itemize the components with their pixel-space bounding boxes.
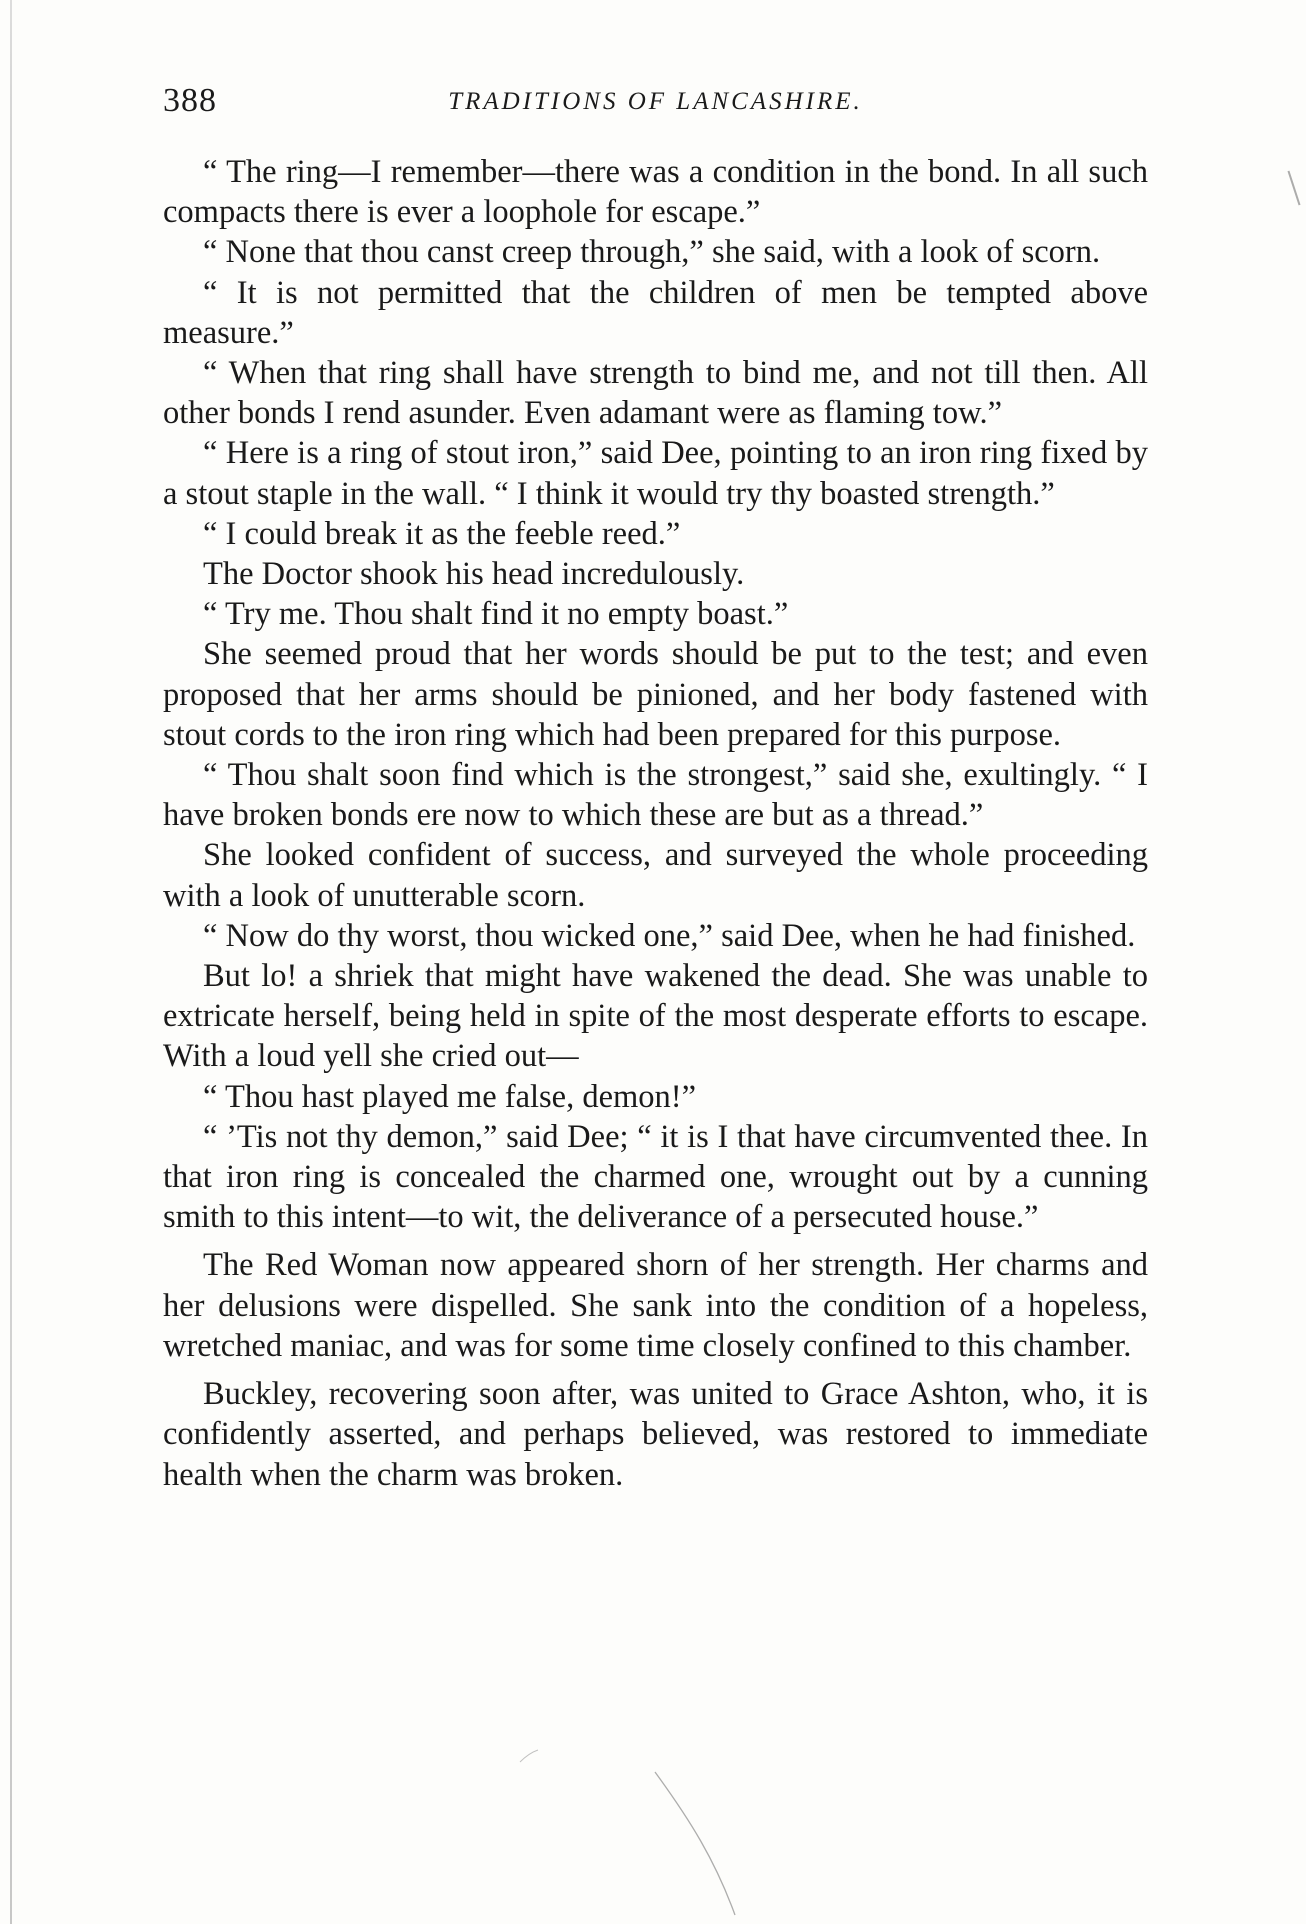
paragraph: She looked confident of success, and surveyed the whole proceeding with a look of unutterable scorn. <box>163 837 1148 914</box>
paragraph: “ Now do thy worst, thou wicked one,” said Dee, when he had finished. <box>203 917 1136 954</box>
paragraph: The Doctor shook his head incredulously. <box>203 556 745 593</box>
paragraph: Buckley, recovering soon after, was united to Grace Ashton, who, it is confidently asserted, and perhaps believed, was restored to immediate health when the charm was broken. <box>163 1376 1148 1493</box>
paragraph: “ The ring—I remember—there was a condition in the bond. In all such compacts there is ever a loophole for escape.” <box>163 154 1148 231</box>
paragraph: She seemed proud that her words should be put to the test; and even proposed that her arms should be pinioned, and her body fastened with stout cords to the iron ring which had been prepared for this purpose. <box>163 636 1148 753</box>
paragraph: “ Thou shalt soon find which is the strongest,” said she, exultingly. “ I have broken bonds ere now to which these are but as a thread.” <box>163 757 1148 834</box>
paragraph: “ Here is a ring of stout iron,” said Dee, pointing to an iron ring fixed by a stout staple in the wall. “ I think it would try thy boasted strength.” <box>163 435 1148 512</box>
paragraph: The Red Woman now appeared shorn of her strength. Her charms and her delusions were dispelled. She sank into the condition of a hopeless, wretched maniac, and was for some time closely confined to this chamber. <box>163 1247 1148 1364</box>
paragraph: “ I could break it as the feeble reed.” <box>203 515 681 552</box>
paragraph: But lo! a shriek that might have wakened the dead. She was unable to extricate herself, being held in spite of the most desperate efforts to escape. With a loud yell she cried out— <box>163 958 1148 1075</box>
paragraph: “ ’Tis not thy demon,” said Dee; “ it is I that have circumvented thee. In that iron ring is concealed the charmed one, wrought out by a cunning smith to this intent—to wit, the deliverance of a persecuted house.” <box>163 1118 1148 1236</box>
page-number: 388 <box>163 82 217 119</box>
paragraph: “ When that ring shall have strength to bind me, and not till then. All other bonds I rend asunder. Even adamant were as flaming tow.” <box>163 355 1148 432</box>
body-text <box>163 152 1148 1495</box>
paragraph: “ Try me. Thou shalt find it no empty boast.” <box>203 596 789 633</box>
paragraph: “ It is not permitted that the children of men be tempted above measure.” <box>163 274 1148 351</box>
margin-mark <box>1287 171 1300 206</box>
page-binding-edge <box>10 0 12 1924</box>
paragraph: “ None that thou canst creep through,” she said, with a look of scorn. <box>203 234 1101 271</box>
paragraph: “ Thou hast played me false, demon!” <box>203 1078 697 1115</box>
page-header <box>163 82 1148 132</box>
running-title: TRADITIONS OF LANCASHIRE. <box>448 88 863 115</box>
